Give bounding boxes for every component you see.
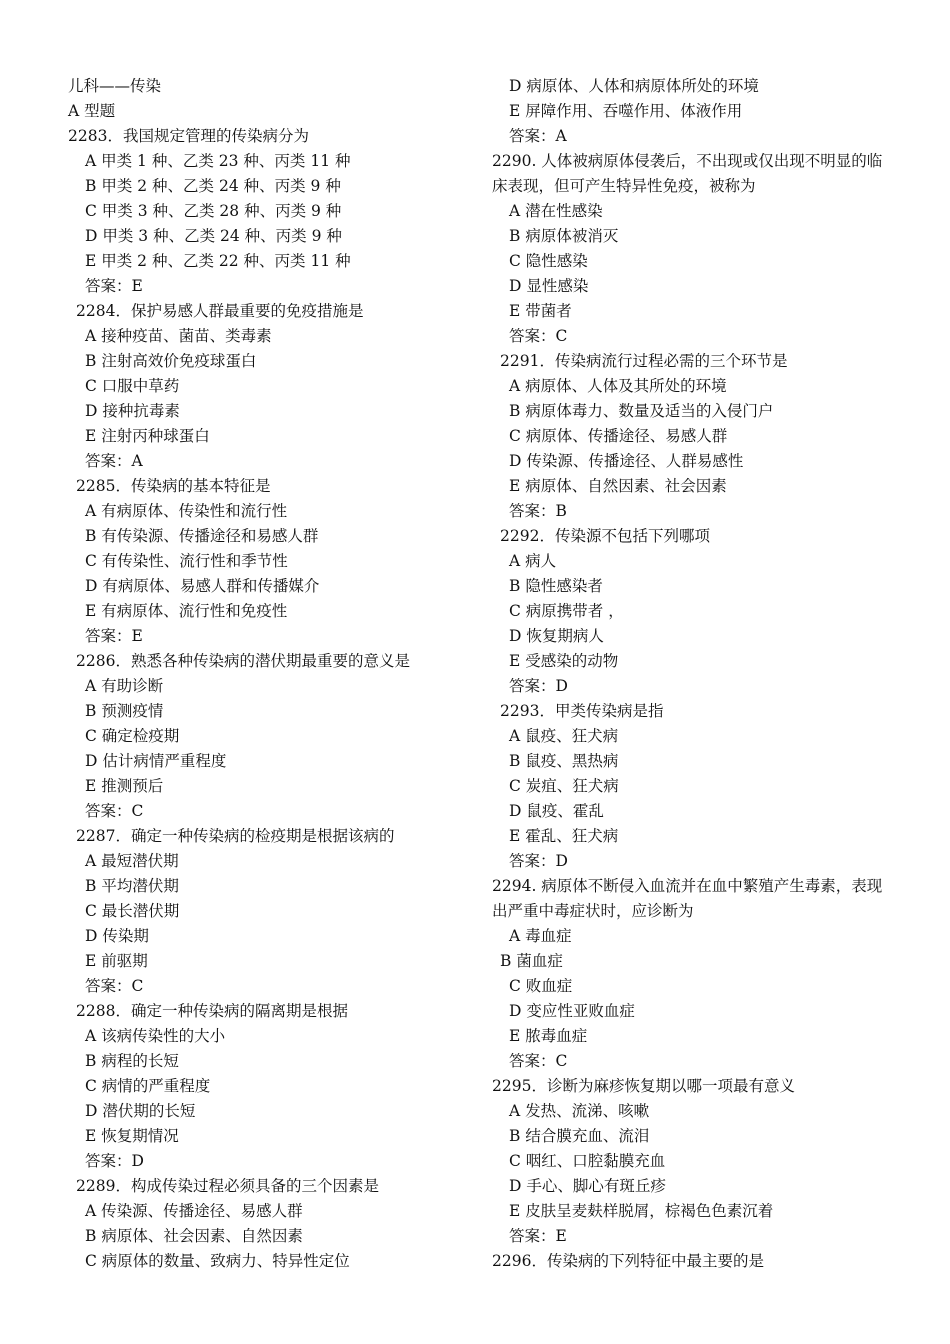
option-line: A 传染源、传播途径、易感人群: [85, 1202, 303, 1220]
option-line: D 接种抗毒素: [85, 402, 180, 420]
answer-line: 答案：D: [509, 677, 568, 695]
option-line: B 隐性感染者: [509, 577, 603, 595]
option-line: C 败血症: [509, 977, 573, 995]
option-line: D 变应性亚败血症: [509, 1002, 635, 1020]
answer-line: 答案：C: [509, 1052, 568, 1070]
option-line: D 鼠疫、霍乱: [509, 802, 604, 820]
option-line: E 受感染的动物: [509, 652, 619, 670]
option-line: E 注射丙种球蛋白: [85, 427, 210, 445]
option-line: B 甲类 2 种、乙类 24 种、丙类 9 种: [85, 177, 341, 195]
right-column: [492, 74, 892, 1274]
option-line: D 有病原体、易感人群和传播媒介: [85, 577, 320, 595]
option-line: C 病原携带者 ，: [509, 602, 624, 620]
answer-line: 答案：E: [85, 277, 143, 295]
answer-line: 答案：E: [509, 1227, 567, 1245]
option-line: E 脓毒血症: [509, 1027, 588, 1045]
question-stem: 2289．构成传染过程必须具备的三个因素是: [76, 1177, 379, 1195]
answer-line: 答案：E: [85, 627, 143, 645]
question-stem: 2291．传染病流行过程必需的三个环节是: [500, 352, 788, 370]
option-line: B 病原体被消灭: [509, 227, 619, 245]
option-line: A 病人: [509, 552, 557, 570]
option-line: E 屏障作用、吞噬作用、体液作用: [509, 102, 743, 120]
answer-line: 答案：A: [85, 452, 143, 470]
option-line: D 传染期: [85, 927, 149, 945]
question-stem: 2288．确定一种传染病的隔离期是根据: [76, 1002, 348, 1020]
option-line: B 有传染源、传播途径和易感人群: [85, 527, 319, 545]
option-line: C 确定检疫期: [85, 727, 180, 745]
option-line: B 预测疫情: [85, 702, 164, 720]
option-line: E 有病原体、流行性和免疫性: [85, 602, 288, 620]
option-line: A 病原体、人体及其所处的环境: [509, 377, 727, 395]
option-line: A 该病传染性的大小: [85, 1027, 226, 1045]
answer-line: 答案：C: [509, 327, 568, 345]
option-line: A 鼠疫、狂犬病: [509, 727, 619, 745]
option-line: C 咽红、口腔黏膜充血: [509, 1152, 666, 1170]
option-line: D 恢复期病人: [509, 627, 604, 645]
option-line: B 鼠疫、黑热病: [509, 752, 619, 770]
question-stem: 2295．诊断为麻疹恢复期以哪一项最有意义: [492, 1077, 795, 1095]
option-line: A 有病原体、传染性和流行性: [85, 502, 288, 520]
option-line: D 甲类 3 种、乙类 24 种、丙类 9 种: [85, 227, 342, 245]
option-line: D 传染源、传播途径、人群易感性: [509, 452, 744, 470]
question-stem: 2284．保护易感人群最重要的免疫措施是: [76, 302, 364, 320]
question-stem: 2294. 病原体不断侵入血流并在血中繁殖产生毒素，表现出严重中毒症状时，应诊断为: [492, 877, 883, 920]
question-stem: 2287．确定一种传染病的检疫期是根据该病的: [76, 827, 395, 845]
option-line: B 注射高效价免疫球蛋白: [85, 352, 257, 370]
option-line: D 估计病情严重程度: [85, 752, 227, 770]
option-line: D 显性感染: [509, 277, 589, 295]
option-line: D 手心、脚心有斑丘疹: [509, 1177, 666, 1195]
option-line: C 口服中草药: [85, 377, 180, 395]
option-line: E 霍乱、狂犬病: [509, 827, 619, 845]
option-line: A 型题: [68, 102, 116, 120]
option-line: C 最长潜伏期: [85, 902, 180, 920]
answer-line: 答案：C: [85, 977, 144, 995]
option-line: E 前驱期: [85, 952, 148, 970]
question-stem: 2285．传染病的基本特征是: [76, 477, 271, 495]
option-line: A 发热、流涕、咳嗽: [509, 1102, 650, 1120]
option-line: B 病原体毒力、数量及适当的入侵门户: [509, 402, 774, 420]
option-line: D 病原体、人体和病原体所处的环境: [509, 77, 759, 95]
option-line: E 推测预后: [85, 777, 164, 795]
option-line: D 潜伏期的长短: [85, 1102, 196, 1120]
answer-line: 答案：D: [85, 1152, 144, 1170]
answer-line: 答案：A: [509, 127, 567, 145]
left-column: [68, 74, 468, 1274]
option-line: A 甲类 1 种、乙类 23 种、丙类 11 种: [85, 152, 351, 170]
option-line: B 结合膜充血、流泪: [509, 1127, 650, 1145]
option-line: C 病原体、传播途径、易感人群: [509, 427, 728, 445]
option-line: A 毒血症: [509, 927, 572, 945]
option-line: C 病情的严重程度: [85, 1077, 211, 1095]
question-stem: 2293．甲类传染病是指: [500, 702, 664, 720]
answer-line: 答案：B: [509, 502, 567, 520]
option-line: C 甲类 3 种、乙类 28 种、丙类 9 种: [85, 202, 342, 220]
option-line: A 最短潜伏期: [85, 852, 179, 870]
option-line: C 炭疽、狂犬病: [509, 777, 619, 795]
option-line: E 带菌者: [509, 302, 572, 320]
option-line: A 潜在性感染: [509, 202, 603, 220]
answer-line: 答案：D: [509, 852, 568, 870]
option-line: E 甲类 2 种、乙类 22 种、丙类 11 种: [85, 252, 351, 270]
option-line: A 有助诊断: [85, 677, 164, 695]
option-line: B 病程的长短: [85, 1052, 179, 1070]
question-stem: 2290. 人体被病原体侵袭后，不出现或仅出现不明显的临床表现，但可产生特异性免疫，被称为: [492, 152, 883, 195]
section-title: 儿科——传染: [68, 77, 162, 95]
question-stem: 2292．传染源不包括下列哪项: [500, 527, 710, 545]
option-line: C 病原体的数量、致病力、特异性定位: [85, 1252, 350, 1270]
question-stem: 2296．传染病的下列特征中最主要的是: [492, 1252, 764, 1270]
option-line: C 隐性感染: [509, 252, 588, 270]
question-stem: 2283．我国规定管理的传染病分为: [68, 127, 309, 145]
option-line: B 平均潜伏期: [85, 877, 179, 895]
option-line: E 恢复期情况: [85, 1127, 179, 1145]
question-stem: 2286．熟悉各种传染病的潜伏期最重要的意义是: [76, 652, 410, 670]
option-line: E 病原体、自然因素、社会因素: [509, 477, 727, 495]
option-line: E 皮肤呈麦麸样脱屑，棕褐色色素沉着: [509, 1202, 774, 1220]
option-line: B 菌血症: [500, 952, 563, 970]
option-line: C 有传染性、流行性和季节性: [85, 552, 288, 570]
option-line: A 接种疫苗、菌苗、类毒素: [85, 327, 272, 345]
option-line: B 病原体、社会因素、自然因素: [85, 1227, 303, 1245]
answer-line: 答案：C: [85, 802, 144, 820]
